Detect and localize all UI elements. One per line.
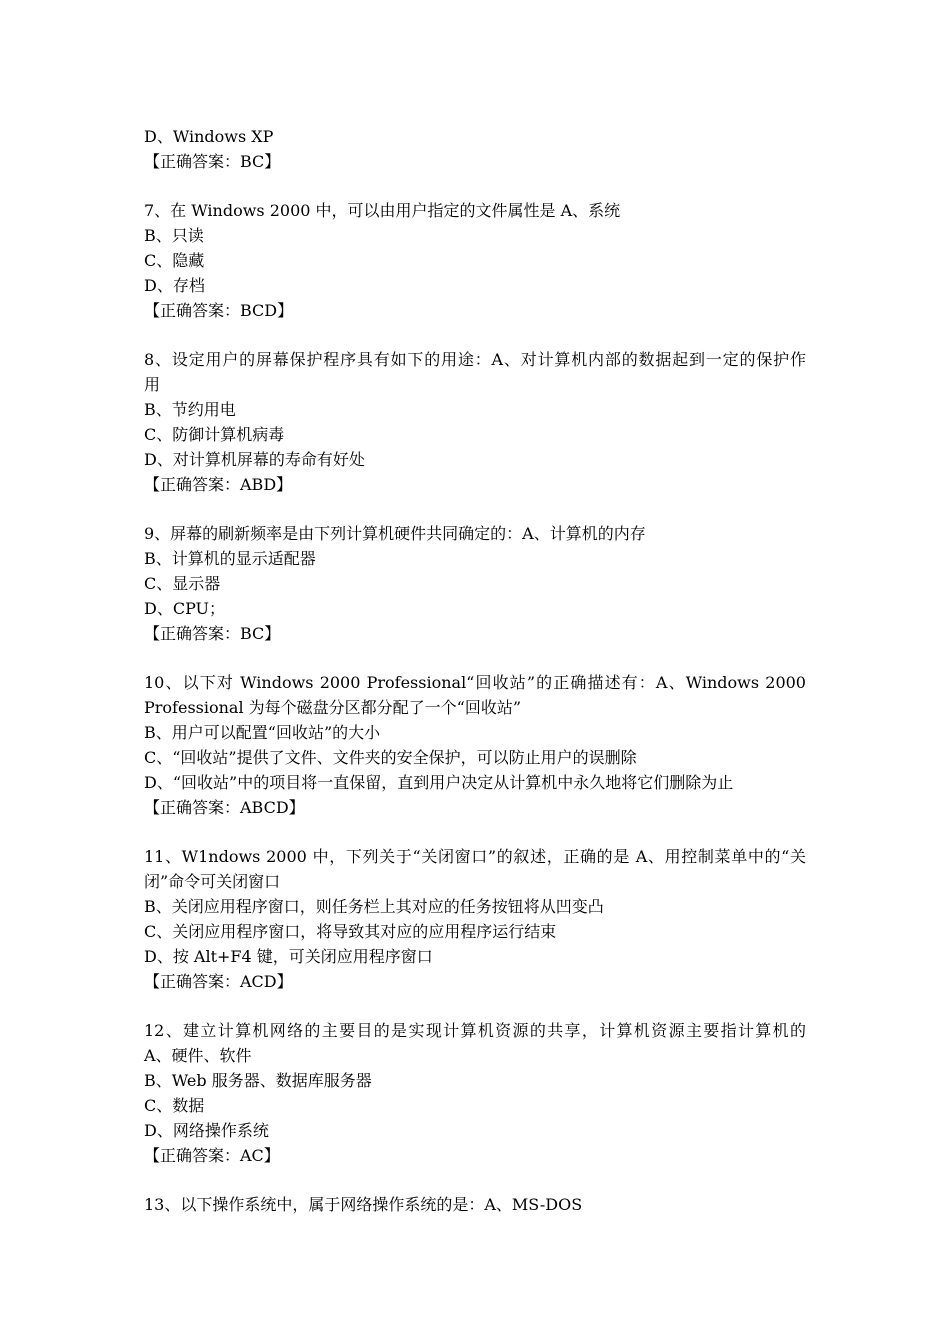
option-line: D、Windows XP xyxy=(144,127,274,146)
paragraph-gap xyxy=(144,497,806,521)
question-6-tail xyxy=(144,124,806,174)
question-stem: 8、设定用户的屏幕保护程序具有如下的用途：A、对计算机内部的数据起到一定的保护作 xyxy=(144,350,806,369)
answer-line: 【正确答案：ACD】 xyxy=(144,972,293,991)
question-stem: 13、以下操作系统中，属于网络操作系统的是：A、MS-DOS xyxy=(144,1195,583,1214)
option-line: B、节约用电 xyxy=(144,400,236,419)
document-page xyxy=(144,124,806,1217)
answer-line: 【正确答案：BC】 xyxy=(144,624,281,643)
question-13 xyxy=(144,1192,806,1217)
answer-line: 【正确答案：BC】 xyxy=(144,152,281,171)
option-line: D、对计算机屏幕的寿命有好处 xyxy=(144,450,365,469)
option-line: B、Web 服务器、数据库服务器 xyxy=(144,1071,372,1090)
option-line: C、数据 xyxy=(144,1096,205,1115)
question-8 xyxy=(144,347,806,497)
answer-line: 【正确答案：AC】 xyxy=(144,1146,280,1165)
question-stem-continued: 闭”命令可关闭窗口 xyxy=(144,872,281,891)
question-7 xyxy=(144,198,806,323)
option-line: C、隐藏 xyxy=(144,251,205,270)
question-stem-continued: Professional 为每个磁盘分区都分配了一个“回收站” xyxy=(144,698,522,717)
option-line: C、“回收站”提供了文件、文件夹的安全保护，可以防止用户的误删除 xyxy=(144,748,637,767)
question-stem: 10、以下对 Windows 2000 Professional“回收站”的正确描述有：A、Windows 2000 xyxy=(144,673,806,692)
question-9 xyxy=(144,521,806,646)
question-11 xyxy=(144,844,806,994)
option-line: B、用户可以配置“回收站”的大小 xyxy=(144,723,381,742)
answer-line: 【正确答案：ABCD】 xyxy=(144,798,305,817)
paragraph-gap xyxy=(144,820,806,844)
option-line: B、计算机的显示适配器 xyxy=(144,549,316,568)
option-line: D、“回收站”中的项目将一直保留，直到用户决定从计算机中永久地将它们删除为止 xyxy=(144,773,734,792)
question-stem: 7、在 Windows 2000 中，可以由用户指定的文件属性是 A、系统 xyxy=(144,201,621,220)
option-line: C、显示器 xyxy=(144,574,221,593)
answer-line: 【正确答案：ABD】 xyxy=(144,475,293,494)
question-10 xyxy=(144,670,806,820)
option-line: C、防御计算机病毒 xyxy=(144,425,285,444)
question-stem: 12、建立计算机网络的主要目的是实现计算机资源的共享，计算机资源主要指计算机的 xyxy=(144,1021,806,1040)
question-stem-continued: 用 xyxy=(144,375,161,394)
option-line: B、只读 xyxy=(144,226,204,245)
paragraph-gap xyxy=(144,1168,806,1192)
option-line: D、CPU； xyxy=(144,599,226,618)
option-line: B、关闭应用程序窗口，则任务栏上其对应的任务按钮将从凹变凸 xyxy=(144,897,604,916)
paragraph-gap xyxy=(144,174,806,198)
question-stem: 11、W1ndows 2000 中，下列关于“关闭窗口”的叙述，正确的是 A、用控制菜单中的“关 xyxy=(144,847,806,866)
option-line: D、存档 xyxy=(144,276,205,295)
paragraph-gap xyxy=(144,646,806,670)
question-12 xyxy=(144,1018,806,1168)
option-line: D、网络操作系统 xyxy=(144,1121,269,1140)
question-stem: 9、屏幕的刷新频率是由下列计算机硬件共同确定的：A、计算机的内存 xyxy=(144,524,646,543)
option-line: A、硬件、软件 xyxy=(144,1046,252,1065)
paragraph-gap xyxy=(144,994,806,1018)
answer-line: 【正确答案：BCD】 xyxy=(144,301,294,320)
paragraph-gap xyxy=(144,323,806,347)
option-line: D、按 Alt+F4 键，可关闭应用程序窗口 xyxy=(144,947,433,966)
option-line: C、关闭应用程序窗口，将导致其对应的应用程序运行结束 xyxy=(144,922,557,941)
